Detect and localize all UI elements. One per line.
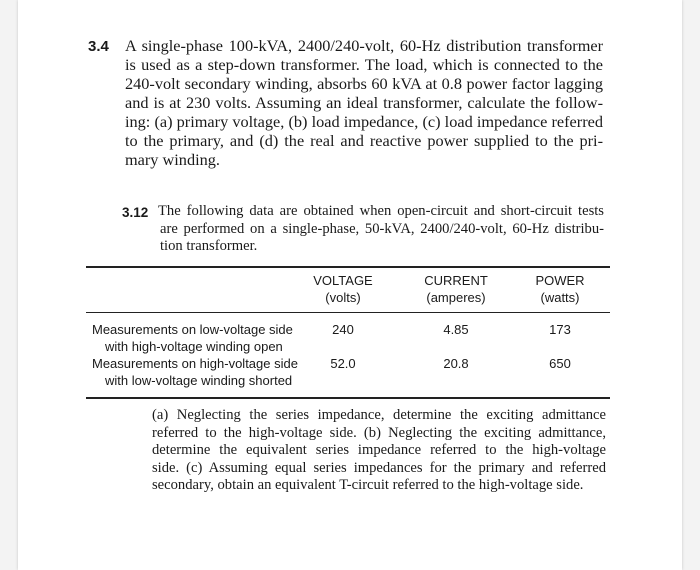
voltage-value: 240 — [332, 322, 354, 337]
current-header-unit: (amperes) — [426, 290, 486, 305]
table-row-label — [92, 321, 312, 355]
row-label-line: with low-voltage winding shorted — [105, 373, 293, 388]
problem-3-4-line: to the primary, and (d) the real and reactive power supplied to the pri- — [125, 131, 603, 150]
problem-3-4-line: A single-phase 100-kVA, 2400/240-volt, 60-Hz distribution transformer — [125, 36, 603, 55]
current-value: 20.8 — [443, 356, 469, 371]
problem-3-12-text — [158, 203, 604, 256]
power-value: 650 — [549, 356, 571, 371]
problem-3-4-line: 240-volt secondary winding, absorbs 60 kVA at 0.8 power factor lagging — [125, 74, 603, 93]
table-top-rule — [86, 266, 610, 268]
question-line: secondary, obtain an equivalent T-circuit referred to the high-voltage side. — [152, 477, 584, 493]
problem-3-4-line: is used as a step-down transformer. The load, which is connected to the — [125, 55, 603, 74]
problem-3-12-questions — [152, 407, 606, 495]
row-label-line: Measurements on low-voltage side — [92, 322, 293, 337]
problem-3-4-line: mary winding. — [125, 150, 220, 169]
table-row-label — [92, 355, 312, 389]
question-line: side. (c) Assuming equal series impedances for the primary and referred — [152, 459, 606, 476]
problem-3-12-line: The following data are obtained when open-circuit and short-circuit tests — [158, 203, 604, 219]
table-header-rule — [86, 312, 610, 313]
row-label-line: Measurements on high-voltage side — [92, 356, 298, 371]
current-header-title: CURRENT — [424, 273, 488, 288]
problem-3-12-line: are performed on a single-phase, 50-kVA, 2400/240-volt, 60-Hz distribu- — [160, 220, 604, 237]
current-value: 4.85 — [443, 322, 469, 337]
question-line: determine the equivalent series impedance referred to the high-voltage — [152, 442, 606, 458]
question-line: referred to the high-voltage side. (b) Neglecting the exciting admittance, — [152, 424, 606, 441]
problem-3-4-text — [125, 36, 603, 169]
problem-3-12-number: 3.12 — [122, 205, 149, 220]
power-header-title: POWER — [535, 273, 585, 288]
voltage-value: 52.0 — [330, 356, 356, 371]
power-header — [518, 272, 602, 306]
voltage-header — [298, 272, 388, 306]
problem-3-4-line: ing: (a) primary voltage, (b) load impedance, (c) load impedance referred — [125, 112, 603, 131]
question-line: (a) Neglecting the series impedance, determine the exciting admittance — [152, 407, 606, 423]
power-value: 173 — [549, 322, 571, 337]
problem-3-4-number: 3.4 — [88, 38, 109, 55]
row-label-line: with high-voltage winding open — [105, 339, 283, 354]
textbook-page — [18, 0, 682, 570]
problem-3-12-line: tion transformer. — [160, 238, 258, 254]
voltage-header-title: VOLTAGE — [313, 273, 373, 288]
problem-3-4-line: and is at 230 volts. Assuming an ideal transformer, calculate the follow- — [125, 93, 603, 112]
voltage-header-unit: (volts) — [325, 290, 361, 305]
power-header-unit: (watts) — [540, 290, 580, 305]
current-header — [411, 272, 501, 306]
table-bottom-rule — [86, 397, 610, 399]
